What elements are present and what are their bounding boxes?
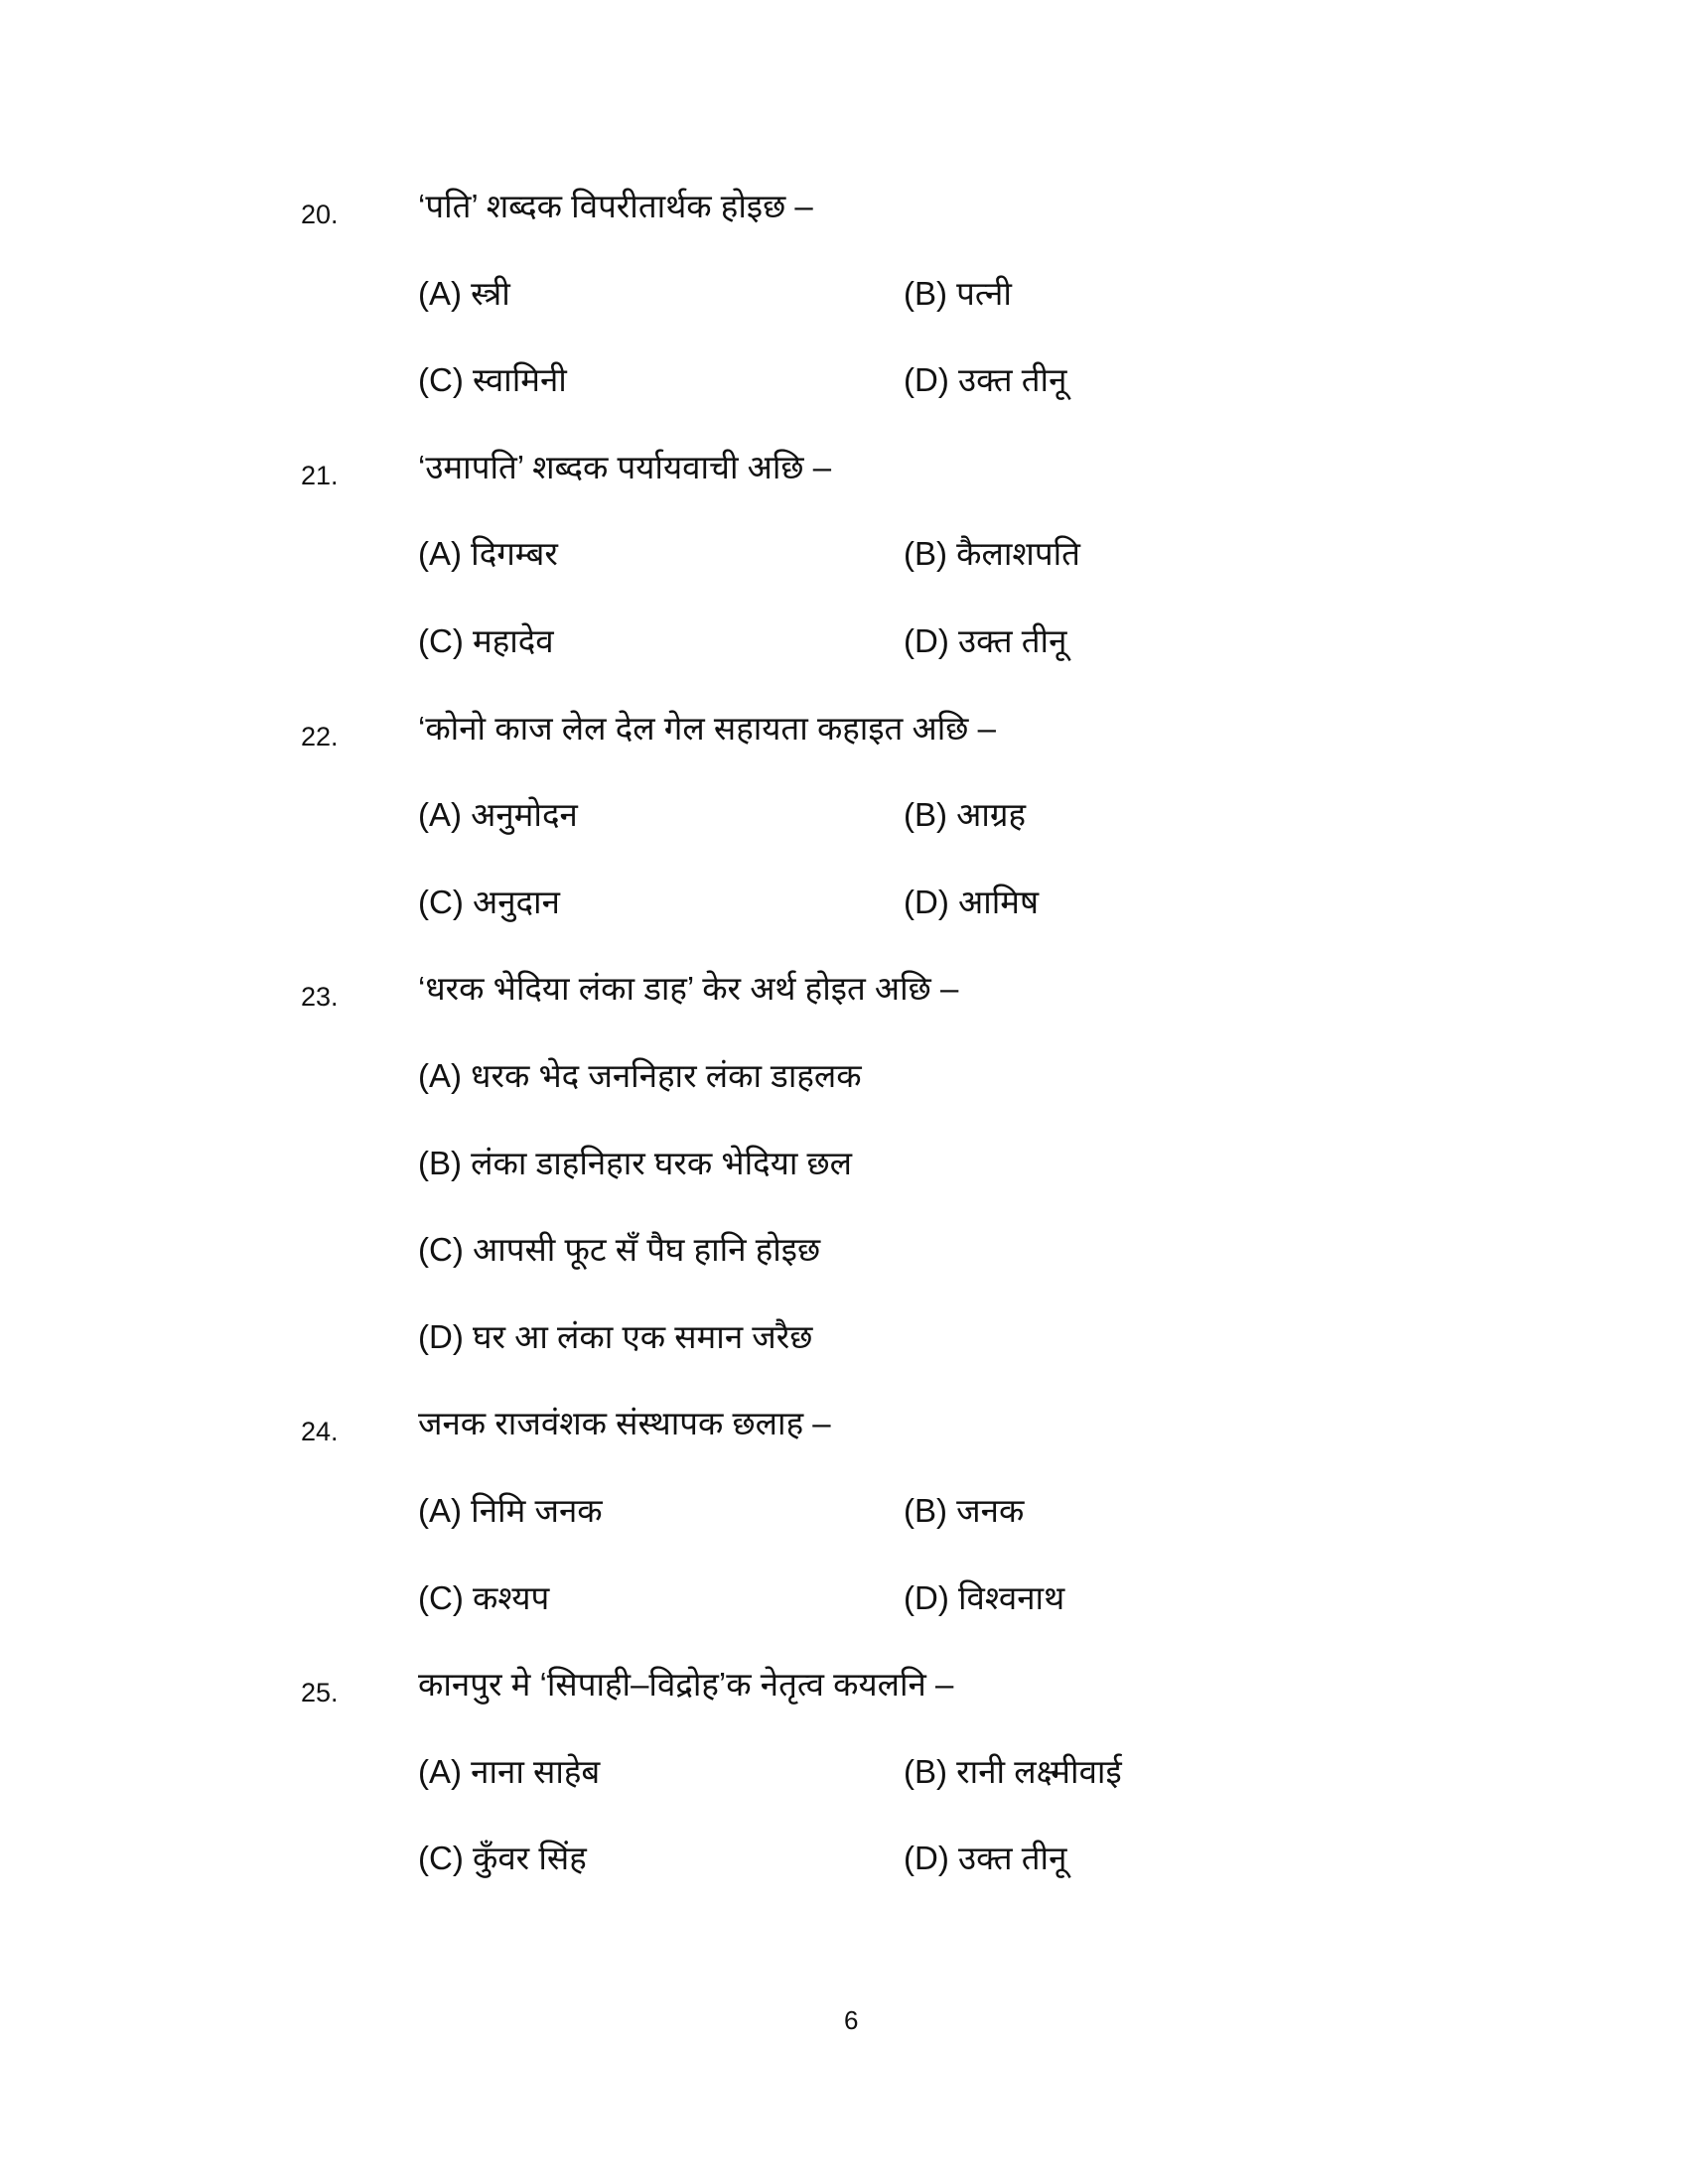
question-23 [0,969,1688,1056]
page-number: 6 [844,2005,859,2035]
option-d: (D) घर आ लंका एक समान जरैछ [418,1317,813,1355]
option-b: (B) रानी लक्ष्मीवाई [904,1752,1122,1790]
question-number: 25. [301,1678,339,1708]
options-row [0,1578,1688,1666]
question-page [0,187,1688,1926]
options-row [0,1056,1688,1144]
options-row [0,883,1688,970]
option-b: (B) आग्रह [904,796,1027,834]
option-a: (A) निमि जनक [418,1491,603,1529]
options-row [0,621,1688,709]
option-c: (C) कुँवर सिंह [418,1840,587,1877]
option-a: (A) दिगम्बर [418,535,558,573]
option-b: (B) कैलाशपति [904,535,1080,573]
option-b: (B) पत्नी [904,274,1012,312]
question-text: जनक राजवंशक संस्थापक छलाह – [418,1405,831,1442]
question-21 [0,448,1688,535]
options-row [0,1839,1688,1926]
option-d: (D) उक्त तीनू [904,1840,1067,1877]
option-c: (C) कश्यप [418,1578,550,1616]
option-b: (B) जनक [904,1491,1025,1529]
question-text: ‘धरक भेदिया लंका डाह’ केर अर्थ होइत अछि – [418,970,959,1008]
option-d: (D) उक्त तीनू [904,621,1067,659]
question-number: 22. [301,721,339,751]
option-c: (C) अनुदान [418,883,560,920]
question-number: 23. [301,982,339,1013]
option-c: (C) स्वामिनी [418,361,567,399]
options-row [0,1230,1688,1317]
option-d: (D) आमिष [904,883,1040,920]
question-25 [0,1665,1688,1752]
option-a: (A) अनुमोदन [418,796,578,834]
option-c: (C) महादेव [418,621,554,659]
question-number: 24. [301,1417,339,1447]
option-c: (C) आपसी फूट सँ पैघ हानि होइछ [418,1231,821,1269]
option-a: (A) स्त्री [418,274,510,312]
question-number: 21. [301,460,339,490]
options-row [0,1752,1688,1840]
option-d: (D) विश्वनाथ [904,1578,1065,1616]
option-b: (B) लंका डाहनिहार घरक भेदिया छल [418,1144,853,1181]
question-24 [0,1404,1688,1491]
options-row [0,1491,1688,1578]
options-row [0,360,1688,448]
options-row [0,795,1688,883]
options-row [0,534,1688,621]
question-text: ‘कोनो काज लेल देल गेल सहायता कहाइत अछि – [418,709,996,747]
option-a: (A) धरक भेद जननिहार लंका डाहलक [418,1056,862,1094]
option-d: (D) उक्त तीनू [904,361,1067,399]
question-22 [0,709,1688,796]
question-text: ‘पति’ शब्दक विपरीतार्थक होइछ – [418,188,813,224]
options-row [0,1317,1688,1405]
question-number: 20. [301,200,339,229]
question-text: कानपुर मे ‘सिपाही–विद्रोह’क नेतृत्व कयलनि – [418,1666,954,1704]
options-row [0,274,1688,361]
options-row [0,1144,1688,1231]
question-20 [0,187,1688,274]
question-text: ‘उमापति’ शब्दक पर्यायवाची अछि – [418,448,832,485]
option-a: (A) नाना साहेब [418,1752,601,1790]
